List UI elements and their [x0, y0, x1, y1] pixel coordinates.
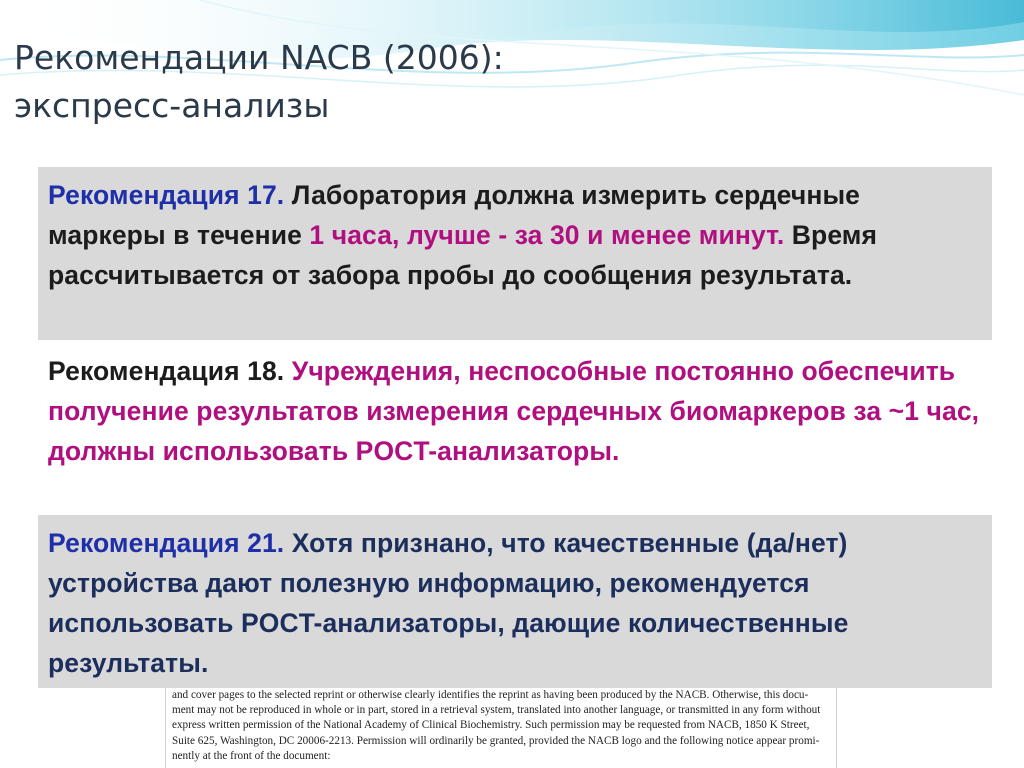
- scan-line: Suite 625, Washington, DC 20006-2213. Permission will ordinarily be granted, provided the NACB logo and the following notice appear promi-: [172, 734, 820, 747]
- scan-line: express written permission of the National Academy of Clinical Biochemistry. Such permission may be requested from NACB, 1850 K Street,: [172, 719, 810, 732]
- slide-title-line2: экспресс-анализы: [14, 86, 330, 125]
- scanned-document-excerpt: [165, 688, 837, 768]
- recommendation-17-text-b: Время рассчитывается от забора пробы до сообщения результата.: [48, 220, 878, 290]
- recommendation-17-text-a: Лаборатория должна измерить сердечные маркеры в течение: [48, 180, 861, 250]
- scan-line: and cover pages to the selected reprint or otherwise clearly identifies the reprint as having been produced by the NACB. Otherwise, this docu-: [172, 689, 809, 701]
- recommendation-18-box: [38, 343, 992, 513]
- recommendation-17-box: [38, 167, 992, 340]
- recommendation-21-text: Хотя признано, что качественные (да/нет) устройства дают полезную информацию, рекомендуется использовать POCT-анализаторы, дающие количественные результаты.: [48, 528, 849, 678]
- slide-title-line1: Рекомендации NACB (2006):: [14, 38, 504, 77]
- recommendation-18-label: Рекомендация 18.: [48, 356, 285, 386]
- slide-title: [14, 34, 914, 130]
- scan-line: nently at the front of the document:: [172, 749, 331, 762]
- scan-line: ment may not be reproduced in whole or in part, stored in a retrieval system, translated into another language, or transmitted in any form without: [172, 704, 821, 717]
- recommendation-17-label: Рекомендация 17.: [48, 180, 285, 210]
- recommendation-18-highlight: Учреждения, неспособные постоянно обеспечить получение результатов измерения сердечных биомаркеров за ~1 час, должны использовать POCT-анализаторы.: [48, 356, 980, 466]
- recommendation-17-highlight: 1 часа, лучше - за 30 и менее минут.: [309, 220, 785, 250]
- recommendation-21-label: Рекомендация 21.: [48, 528, 285, 558]
- recommendation-21-box: [38, 515, 992, 688]
